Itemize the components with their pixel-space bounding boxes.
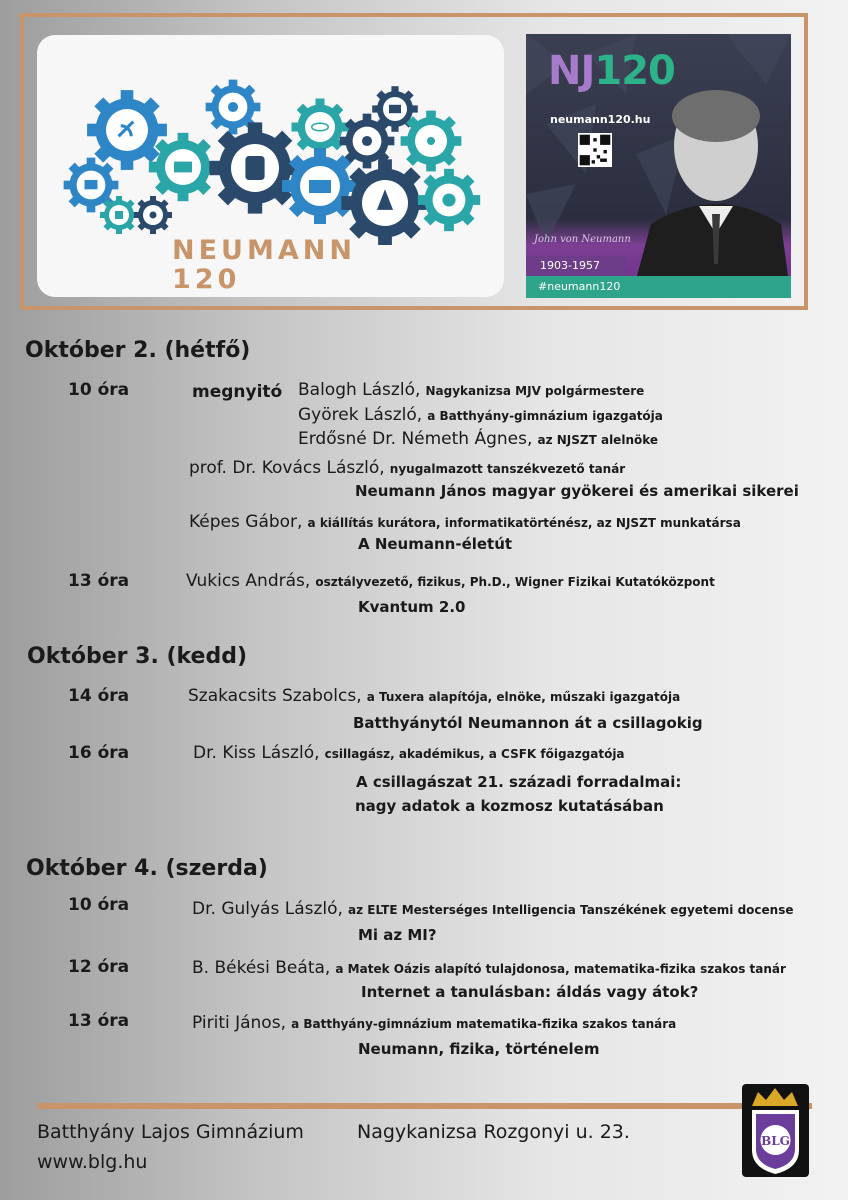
- school-address: Nagykanizsa Rozgonyi u. 23.: [357, 1121, 630, 1143]
- speaker-role: a Batthyány-gimnázium matematika-fizika szakos tanára: [291, 1017, 677, 1031]
- talk-title: Batthyánytól Neumannon át a csillagokig: [353, 714, 703, 732]
- speaker-line: [188, 686, 680, 706]
- speaker-name: Piriti János,: [192, 1013, 286, 1033]
- time-label: 10 óra: [68, 895, 130, 915]
- speaker-name: Dr. Gulyás László,: [192, 899, 343, 919]
- school-name: Batthyány Lajos Gimnázium: [37, 1121, 304, 1143]
- qr-code: [578, 133, 612, 167]
- school-website[interactable]: www.blg.hu: [37, 1151, 148, 1173]
- speaker-role: a Batthyány-gimnázium igazgatója: [427, 409, 663, 423]
- speaker-line: [298, 380, 644, 400]
- speaker-name: Vukics András,: [186, 571, 311, 591]
- school-crest: [742, 1084, 809, 1177]
- life-years: 1903-1957: [540, 259, 600, 272]
- talk-title: Internet a tanulásban: áldás vagy átok?: [361, 983, 699, 1001]
- crest-emblem: [742, 1084, 809, 1177]
- talk-title: A Neumann-életút: [358, 535, 513, 553]
- gear-chip-icon: [100, 196, 138, 234]
- hashtag: #neumann120: [538, 280, 621, 293]
- poster-url: neumann120.hu: [550, 113, 651, 126]
- logo-text-line1: NEUMANN: [172, 235, 356, 266]
- opening-label: megnyitó: [192, 382, 283, 402]
- speaker-line: [186, 571, 715, 591]
- speaker-name: prof. Dr. Kovács László,: [189, 458, 385, 478]
- time-label: 12 óra: [68, 957, 130, 977]
- portrait-image: [621, 74, 791, 298]
- speaker-name: Erdősné Dr. Németh Ágnes,: [298, 429, 533, 449]
- talk-title: Neumann János magyar gyökerei és amerikai sikerei: [355, 482, 799, 500]
- gear-joystick-icon: [134, 196, 172, 234]
- speaker-name: Dr. Kiss László,: [193, 743, 320, 763]
- talk-title: Kvantum 2.0: [358, 598, 466, 616]
- talk-title: A csillagászat 21. századi forradalmai:: [356, 773, 682, 791]
- speaker-role: a Matek Oázis alapító tulajdonosa, matematika-fizika szakos tanár: [335, 962, 786, 976]
- speaker-line: [192, 958, 786, 978]
- speaker-role: nyugalmazott tanszékvezető tanár: [389, 462, 626, 476]
- gear-wifi-icon: [401, 111, 462, 172]
- time-label: 16 óra: [68, 743, 130, 763]
- gears-illustration: [37, 35, 504, 245]
- gear-rocket-icon: [341, 159, 428, 245]
- speaker-role: az NJSZT alelnöke: [537, 433, 659, 447]
- speaker-line: [189, 512, 741, 532]
- time-label: 13 óra: [68, 1011, 130, 1031]
- speaker-line: [192, 1013, 676, 1033]
- speaker-role: Nagykanizsa MJV polgármestere: [425, 384, 645, 398]
- speaker-name: Györek László,: [298, 405, 423, 425]
- logo-text-line2: 120: [172, 264, 241, 295]
- day-1-title: Október 2. (hétfő): [25, 338, 251, 363]
- speaker-line: [189, 458, 625, 478]
- speaker-line: [298, 405, 663, 425]
- brand-prefix: NJ: [548, 48, 595, 94]
- speaker-line: [192, 899, 794, 919]
- speaker-line: [298, 429, 658, 449]
- speaker-role: a kiállítás kurátora, informatikatörténész, az NJSZT munkatársa: [307, 516, 741, 530]
- speaker-role: csillagász, akadémikus, a CSFK főigazgatója: [324, 747, 625, 761]
- time-label: 13 óra: [68, 571, 130, 591]
- speaker-name: Szakacsits Szabolcs,: [188, 686, 362, 706]
- gear-atom-icon: [292, 99, 349, 156]
- brand-number: 120: [594, 48, 675, 94]
- speaker-name: Balogh László,: [298, 380, 421, 400]
- time-label: 10 óra: [68, 380, 130, 400]
- crest-text: BLG: [761, 1134, 790, 1148]
- speaker-name: Képes Gábor,: [189, 512, 303, 532]
- speaker-role: az ELTE Mesterséges Intelligencia Tanszékének egyetemi docense: [348, 903, 794, 917]
- speaker-name: B. Békési Beáta,: [192, 958, 331, 978]
- talk-title-line2: nagy adatok a kozmosz kutatásában: [355, 797, 664, 815]
- speaker-role: a Tuxera alapítója, elnöke, műszaki igazgatója: [366, 690, 681, 704]
- gear-satellite-icon: [87, 90, 167, 170]
- day-2-title: Október 3. (kedd): [27, 644, 248, 669]
- speaker-line: [193, 743, 625, 763]
- neumann120-poster: [526, 34, 791, 298]
- speaker-role: osztályvezető, fizikus, Ph.D., Wigner Fizikai Kutatóközpont: [315, 575, 715, 589]
- day-3-title: Október 4. (szerda): [26, 856, 268, 881]
- footer-divider: [37, 1103, 812, 1109]
- talk-title: Mi az MI?: [358, 926, 437, 944]
- talk-title: Neumann, fizika, történelem: [358, 1040, 600, 1058]
- time-label: 14 óra: [68, 686, 130, 706]
- gear-laptop-icon: [282, 148, 358, 224]
- signature: John von Neumann: [534, 234, 631, 245]
- gear-gauge-icon: [418, 169, 480, 231]
- logo-text: [172, 236, 356, 294]
- gear-harddrive-icon: [209, 122, 300, 213]
- gear-battery-icon: [149, 133, 217, 201]
